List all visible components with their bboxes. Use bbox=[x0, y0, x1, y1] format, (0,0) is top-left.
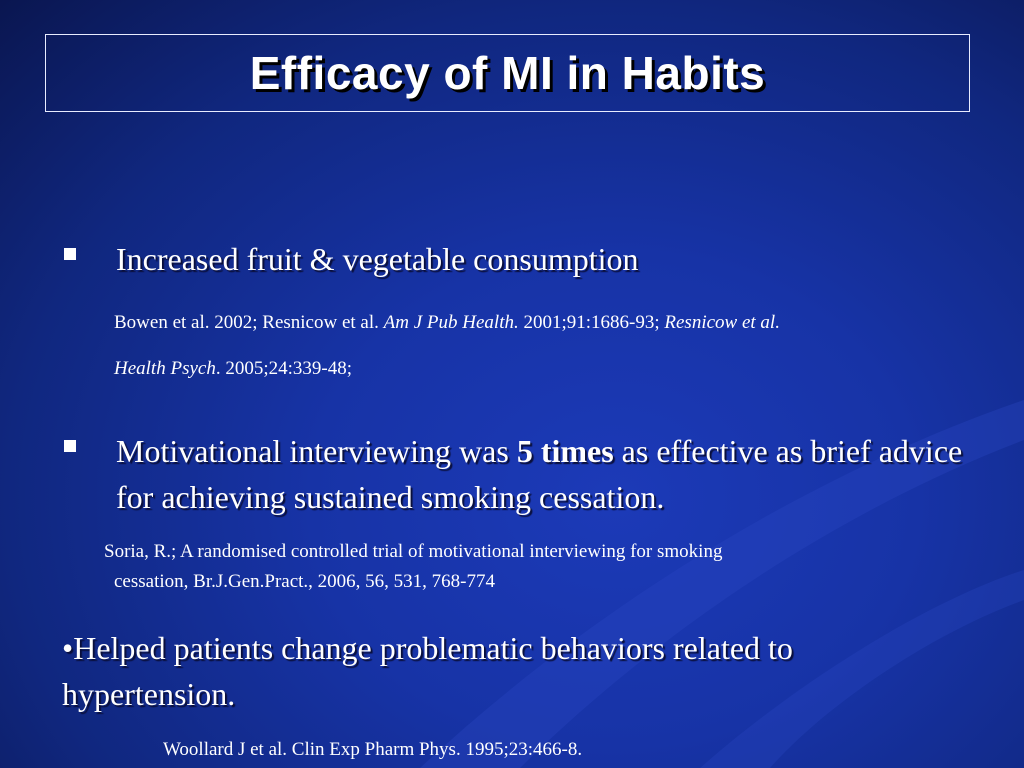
bullet-2-reference-line-2: cessation, Br.J.Gen.Pract., 2006, 56, 531, 768-774 bbox=[114, 571, 496, 592]
bullet-2-text bbox=[116, 428, 964, 520]
bullet-2-text-part: as effective as brief advice for achieving sustained smoking cessation. bbox=[116, 433, 963, 515]
bullet-1-reference-line-1 bbox=[114, 300, 994, 345]
bullet-1-text: Increased fruit & vegetable consumption bbox=[116, 241, 639, 277]
bullet-item-1 bbox=[64, 236, 964, 282]
bullet-2-reference-line-1: Soria, R.; A randomised controlled trial of motivational interviewing for smoking bbox=[104, 541, 723, 562]
square-bullet-icon bbox=[64, 440, 76, 452]
bullet-3-text: •Helped patients change problematic behaviors related to hypertension. bbox=[62, 630, 793, 712]
slide-title: Efficacy of MI in Habits bbox=[249, 47, 766, 99]
bullet-3-reference: Woollard J et al. Clin Exp Pharm Phys. 1995;23:466-8. bbox=[163, 739, 583, 760]
bullet-1-reference-line-2 bbox=[114, 346, 994, 391]
reference-text: Bowen et al. 2002; Resnicow et al. bbox=[114, 312, 384, 333]
square-bullet-icon bbox=[64, 248, 76, 260]
title-box bbox=[45, 34, 970, 112]
bullet-2-text-part: Motivational interviewing was bbox=[116, 433, 517, 469]
bullet-2-emphasis: 5 times bbox=[516, 433, 614, 469]
journal-name: Am J Pub Health. bbox=[383, 312, 519, 333]
journal-name: Health Psych bbox=[114, 358, 216, 379]
reference-text: . 2005;24:339-48; bbox=[215, 358, 352, 379]
bullet-item-2 bbox=[64, 428, 964, 520]
reference-authors: Resnicow et al. bbox=[664, 312, 780, 333]
reference-text: 2001;91:1686-93; bbox=[518, 312, 665, 333]
